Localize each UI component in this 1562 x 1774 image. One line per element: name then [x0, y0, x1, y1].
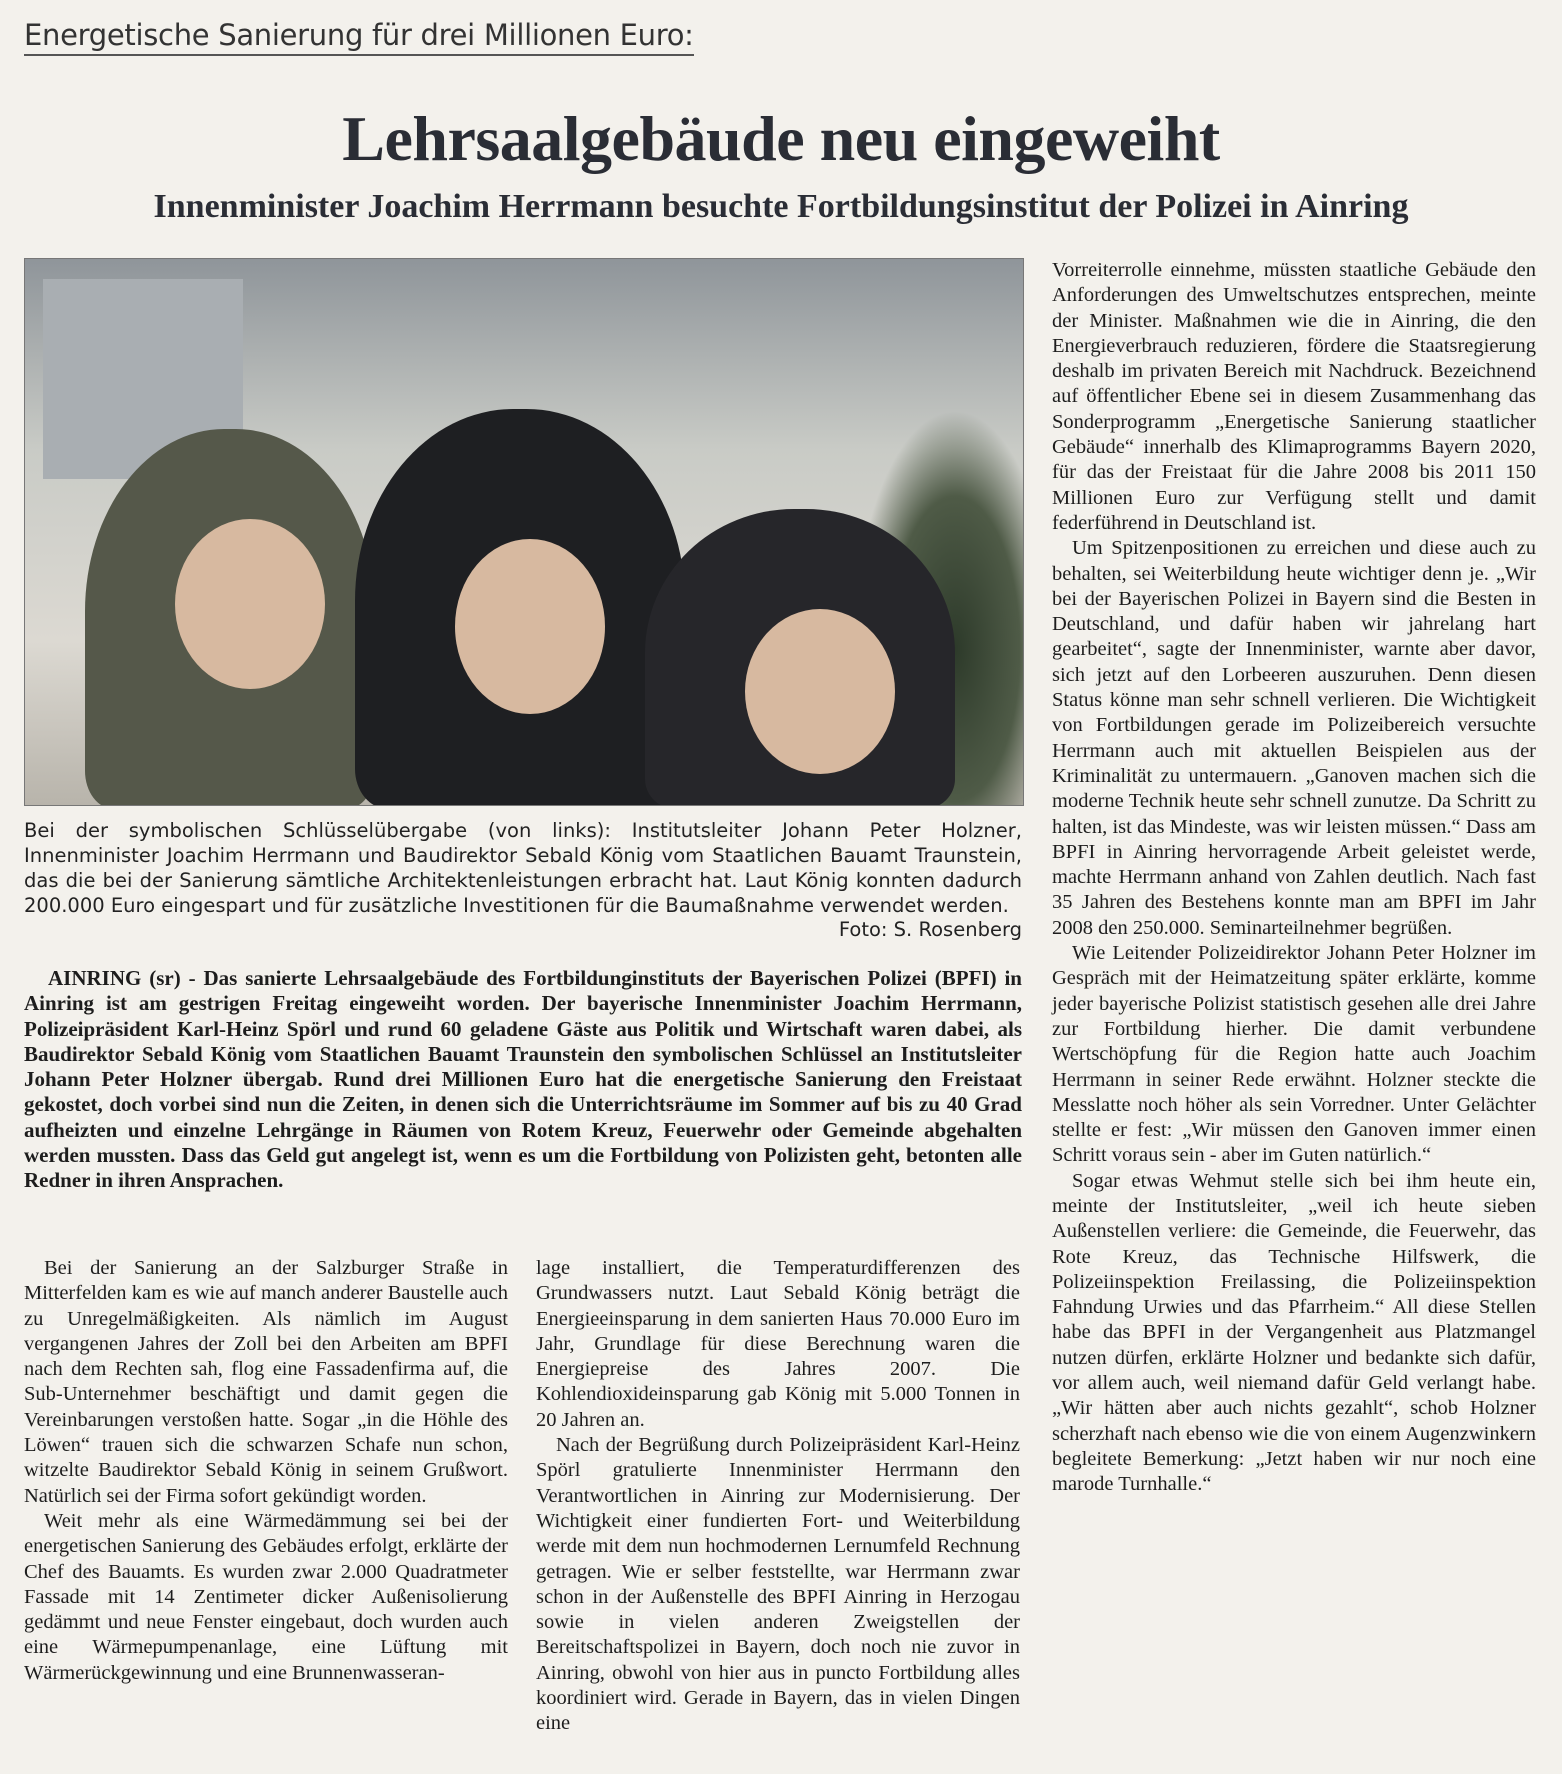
photo-head-left	[175, 519, 325, 689]
dateline: AINRING (sr) -	[48, 966, 196, 990]
lead-text: Das sanierte Lehrsaalgebäude des Fortbildunginstituts der Bayerischen Polizei (BPFI) in Ainring ist am gestrigen Freitag eingeweiht worden. Der bayerische Innenminister Joachim Herrmann, Polizeipräsident Karl-Heinz Spörl und rund 60 geladene Gäste aus Politik und Wirtschaft waren dabei, als Baudirektor Sebald König vom Staatlichen Bauamt Traunstein den symbolischen Schlüssel an Institutsleiter Johann Peter Holzner übergab. Rund drei Millionen Euro hat die energetische Sanierung den Freistaat gekostet, doch vorbei sind nun die Zeiten, in denen sich die Unterrichtsräume im Sommer auf bis zu 40 Grad aufheizten und einzelne Lehrgänge in Räumen von Rotem Kreuz, Feuerwehr oder Gemeinde abgehalten werden mussten. Dass das Geld gut angelegt ist, wenn es um die Fortbildung von Polizisten geht, betonten alle Redner in ihren Ansprachen.	[24, 966, 1022, 1193]
paragraph: Nach der Begrüßung durch Polizeipräsident Karl-Heinz Spörl gratulierte Innenminister Herrmann den Verantwortlichen in Ainring zur Modernisierung. Der Wichtigkeit einer fundierten Fort- und Weiterbildung werde mit dem nun hochmodernen Lernumfeld Rechnung getragen. Wie er selber feststellte, war Herrmann zwar schon in der Außenstelle des BPFI Ainring in Herzogau sowie in vielen anderen Zweigstellen der Bereitschaftspolizei in Bayern, doch noch nie zuvor in Ainring, obwohl von hier aus in puncto Fortbildung alles koordiniert wird. Gerade in Bayern, das in vielen Dingen eine	[536, 1434, 1020, 1735]
body-column-3	[1052, 258, 1536, 1498]
photo-head-middle	[455, 539, 605, 714]
body-column-2	[536, 1256, 1020, 1737]
paragraph: Sogar etwas Wehmut stelle sich bei ihm heute ein, meinte der Institutsleiter, „weil ich heute sieben Außenstellen verliere: die Gemeinde, die Feuerwehr, das Rote Kreuz, das Technische Hilfswerk, die Polizeiinspektion Freilassing, die Polizeiinspektion Fahndung Urwies und das Pfarrheim.“ All diese Stellen habe das BPFI in der Vergangenheit aus Platzmangel nutzen dürfen, erklärte Holzner und bedankte sich dafür, vor allem auch, weil niemand dafür Geld verlangt habe. „Wir hätten aber auch nichts gezahlt“, schob Holzner scherzhaft nach ebenso wie die von einem Augenzwinkern begleitete Bemerkung: „Jetzt haben wir nur noch eine marode Turnhalle.“	[1052, 1169, 1536, 1496]
paragraph: Wie Leitender Polizeidirektor Johann Peter Holzner im Gespräch mit der Heimatzeitung später erklärte, komme jeder bayerische Polizist statistisch gesehen alle drei Jahre zur Fortbildung hierher. Die damit verbundene Wertschöpfung für die Region hatte auch Joachim Herrmann in seiner Rede erwähnt. Holzner steckte die Messlatte noch höher als sein Vorredner. Unter Gelächter stellte er fest: „Wir müssen den Ganoven immer einen Schritt voraus sein - aber im Guten natürlich.“	[1052, 942, 1536, 1167]
article-photo	[24, 258, 1024, 806]
paragraph: Vorreiterrolle einnehme, müssten staatliche Gebäude den Anforderungen des Umweltschutzes entsprechen, meinte der Minister. Maßnahmen wie die in Ainring, die den Energieverbrauch reduzieren, fördere die Staatsregierung deshalb im privaten Bereich mit Nachdruck. Bezeichnend auf öffentlicher Ebene sei in diesem Zusammenhang das Sonderprogramm „Energetische Sanierung staatlicher Gebäude“ innerhalb des Klimaprogramms Bayern 2020, für das der Freistaat für die Jahre 2008 bis 2011 150 Millionen Euro zur Verfügung stellt und damit federführend in Deutschland ist.	[1052, 259, 1536, 534]
photo-head-right	[745, 609, 895, 774]
body-column-1	[24, 1256, 508, 1686]
photo-credit: Foto: S. Rosenberg	[838, 918, 1022, 941]
paragraph: Bei der Sanierung an der Salzburger Straße in Mitterfelden kam es wie auf manch anderer Baustelle auch zu Unregelmäßigkeiten. Als nämlich im August vergangenen Jahres der Zoll bei den Arbeiten am BPFI nach dem Rechten sah, flog eine Fassadenfirma auf, die Sub-Unternehmer beschäftigt und damit gegen die Vereinbarungen verstoßen hatte. Sogar „in die Höhle des Löwen“ trauen sich die schwarzen Schafe nun schon, witzelte Baudirektor Sebald König in seinem Grußwort. Natürlich sei der Firma sofort gekündigt worden.	[24, 1257, 508, 1507]
subheadline: Innenminister Joachim Herrmann besuchte Fortbildungsinstitut der Polizei in Ainring	[153, 188, 1409, 225]
photo-caption: Bei der symbolischen Schlüsselübergabe (von links): Institutsleiter Johann Peter Holzner, Innenminister Joachim Herrmann und Baudirektor Sebald König vom Staatlichen Bauamt Traunstein, das die bei der Sanierung sämtliche Architektenleistungen erbracht hat. Laut König konnten dadurch 200.000 Euro eingespart und für zusätzliche Investitionen für die Baumaßnahme verwendet werden.	[24, 819, 1022, 917]
paragraph: Weit mehr als eine Wärmedämmung sei bei der energetischen Sanierung des Gebäudes erfolgt, erklärte der Chef des Bauamts. Es wurden zwar 2.000 Quadratmeter Fassade mit 14 Zentimeter dicker Außenisolierung gedämmt und neue Fenster eingebaut, doch wurden auch eine Wärmepumpenanlage, eine Lüftung mit Wärmerückgewinnung und eine Brunnenwasseran-	[24, 1509, 508, 1684]
paragraph: Um Spitzenpositionen zu erreichen und diese auch zu behalten, sei Weiterbildung heute wichtiger denn je. „Wir bei der Bayerischen Polizei in Bayern sind die Besten in Deutschland, und dafür haben wir jahrelang hart gearbeitet“, sagte der Innenminister, warnte aber davor, sich jetzt auf den Lorbeeren auszuruhen. Denn diesen Status könne man sehr schnell verlieren. Die Wichtigkeit von Fortbildungen gerade im Polizeibereich versuchte Herrmann auch mit aktuellen Beispielen aus der Kriminalität zu untermauern. „Ganoven machen sich die moderne Technik heute sehr schnell zunutze. Da Schritt zu halten, ist das Mindeste, was wir leisten müssen.“ Dass am BPFI in Ainring hervorragende Arbeit geleistet werde, machte Herrmann anhand von Zahlen deutlich. Nach fast 35 Jahren des Bestehens konnte man am BPFI im Jahr 2008 den 250.000. Seminarteilnehmer begrüßen.	[1052, 537, 1536, 939]
lead-paragraph	[24, 966, 1022, 1194]
kicker-line: Energetische Sanierung für drei Millionen Euro:	[24, 18, 694, 56]
headline: Lehrsaalgebäude neu eingeweiht	[342, 103, 1220, 174]
paragraph: lage installiert, die Temperaturdifferenzen des Grundwassers nutzt. Laut Sebald König beträgt die Energieeinsparung in dem sanierten Haus 70.000 Euro im Jahr, Grundlage für diese Berechnung waren die Energiepreise des Jahres 2007. Die Kohlendioxideinsparung gab König mit 5.000 Tonnen in 20 Jahren an.	[536, 1257, 1020, 1431]
